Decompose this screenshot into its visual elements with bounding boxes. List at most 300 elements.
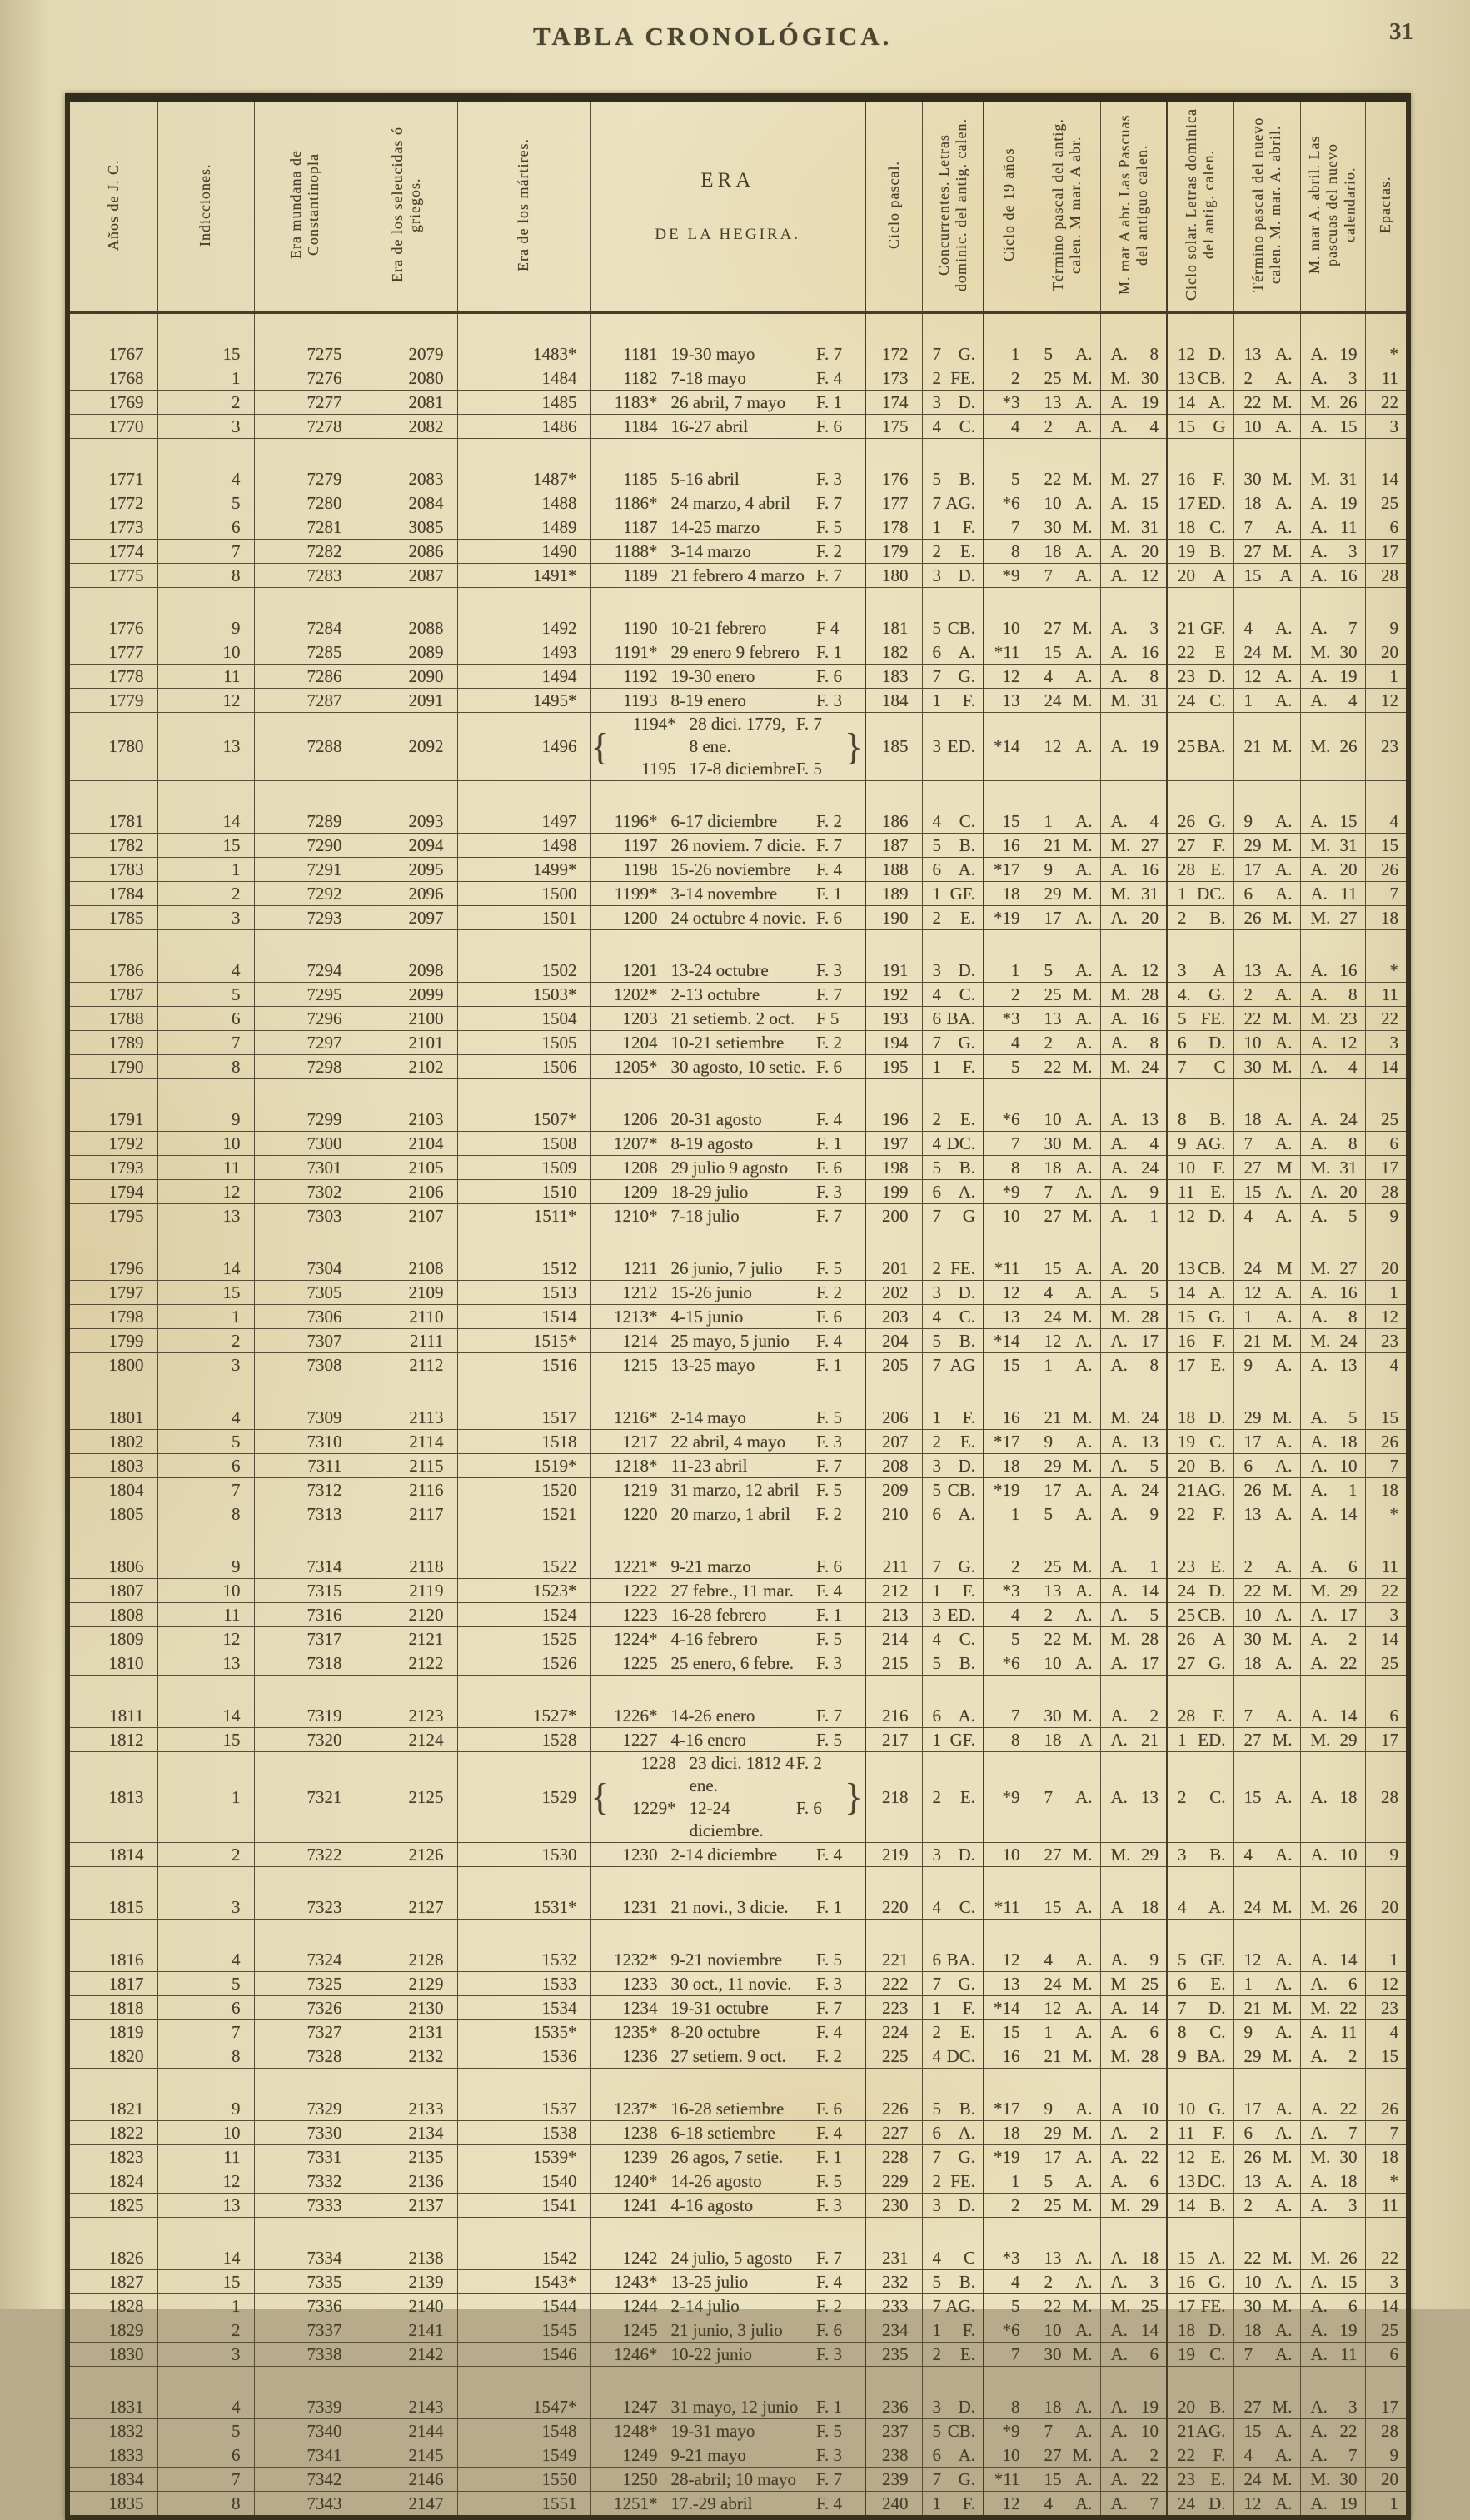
cell-concurrentes: 7 G. (922, 665, 984, 689)
cell-concurrentes: 7 G. (922, 1526, 984, 1579)
cell-era-seleucidas: 2139 (356, 2270, 457, 2294)
cell-termino-nuevo: 13 A. (1233, 2169, 1300, 2194)
cell-concurrentes: 7 G. (922, 313, 984, 366)
cell-epacta: * (1365, 313, 1408, 366)
cell-concurrentes: 6 A. (922, 1676, 984, 1728)
cell-pascua-nuevo: A. 19 (1300, 313, 1365, 366)
cell-era-martires: 1522 (457, 1526, 590, 1579)
cell-concurrentes: 2 E. (922, 540, 984, 564)
cell-concurrentes: 5 B. (922, 2069, 984, 2121)
cell-termino-nuevo: 29 M. (1233, 2044, 1300, 2069)
cell-concurrentes: 3 ED. (922, 713, 984, 781)
cell-ciclo-19: 12 (984, 2492, 1034, 2518)
cell-era-seleucidas: 2083 (356, 439, 457, 491)
cell-ciclo-19: 12 (984, 1920, 1034, 1972)
table-row (67, 834, 1408, 858)
cell-termino-antiguo: 7 A. (1034, 1752, 1100, 1843)
cell-era-martires: 1540 (457, 2169, 590, 2194)
cell-ciclo-solar: 5 GF. (1167, 1920, 1233, 1972)
cell-pascua-antiguo: A. 5 (1100, 1454, 1167, 1478)
cell-ciclo-pascal: 204 (865, 1329, 922, 1353)
cell-anos: 1787 (67, 983, 157, 1007)
cell-termino-nuevo: 30 M. (1233, 1055, 1300, 1079)
cell-pascua-antiguo: A. 13 (1100, 1079, 1167, 1132)
cell-ciclo-19: *3 (984, 391, 1034, 415)
cell-epacta: 25 (1365, 2318, 1408, 2343)
cell-termino-nuevo: 1 A. (1233, 1305, 1300, 1329)
cell-ciclo-19: *14 (984, 713, 1034, 781)
cell-termino-nuevo: 13 A. (1233, 1502, 1300, 1526)
cell-indiccion: 3 (157, 1353, 254, 1377)
cell-epacta: 12 (1365, 689, 1408, 713)
cell-termino-nuevo: 9 A. (1233, 781, 1300, 834)
cell-termino-antiguo: 7 A. (1034, 564, 1100, 588)
cell-epacta: 22 (1365, 1579, 1408, 1603)
cell-hegira: 1191* 29 enero 9 febrero F. 1 (590, 640, 865, 665)
cell-indiccion: 2 (157, 2318, 254, 2343)
cell-era-seleucidas: 2091 (356, 689, 457, 713)
cell-hegira: { 1228 23 dici. 1812 4 ene. F. 2 1229* 12-24 diciembre. F. 6 } (590, 1752, 865, 1843)
cell-hegira: 1190 10-21 febrero F 4 (590, 588, 865, 640)
cell-pascua-nuevo: A. 20 (1300, 858, 1365, 882)
cell-indiccion: 7 (157, 1031, 254, 1055)
cell-ciclo-solar: 16 G. (1167, 2270, 1233, 2294)
cell-epacta: 6 (1365, 1676, 1408, 1728)
cell-ciclo-19: *9 (984, 1180, 1034, 1204)
cell-pascua-antiguo: A. 1 (1100, 1526, 1167, 1579)
cell-era-martires: 1543* (457, 2270, 590, 2294)
table-row (67, 1676, 1408, 1728)
cell-ciclo-pascal: 176 (865, 439, 922, 491)
cell-era-martires: 1487* (457, 439, 590, 491)
cell-pascua-nuevo: A. 2 (1300, 2044, 1365, 2069)
cell-epacta: 6 (1365, 515, 1408, 540)
cell-pascua-nuevo: M. 26 (1300, 391, 1365, 415)
cell-termino-nuevo: 27 M. (1233, 2367, 1300, 2419)
cell-anos: 1833 (67, 2443, 157, 2468)
cell-hegira: 1249 9-21 mayo F. 3 (590, 2443, 865, 2468)
cell-era-constantinopla: 7283 (254, 564, 356, 588)
cell-era-constantinopla: 7286 (254, 665, 356, 689)
cell-concurrentes: 3 D. (922, 391, 984, 415)
cell-era-constantinopla: 7340 (254, 2419, 356, 2443)
cell-indiccion: 6 (157, 1996, 254, 2020)
cell-era-constantinopla: 7329 (254, 2069, 356, 2121)
cell-hegira: 1217 22 abril, 4 mayo F. 3 (590, 1430, 865, 1454)
cell-concurrentes: 4 DC. (922, 2044, 984, 2069)
cell-era-constantinopla: 7331 (254, 2145, 356, 2169)
cell-ciclo-solar: 22 F. (1167, 1502, 1233, 1526)
table-row (67, 564, 1408, 588)
cell-termino-antiguo: 22 M. (1034, 1627, 1100, 1651)
cell-ciclo-pascal: 235 (865, 2343, 922, 2367)
cell-era-martires: 1511* (457, 1204, 590, 1228)
cell-termino-nuevo: 22 M. (1233, 2218, 1300, 2270)
cell-ciclo-19: 12 (984, 1281, 1034, 1305)
cell-epacta: 12 (1365, 1305, 1408, 1329)
cell-ciclo-solar: 17 ED. (1167, 491, 1233, 515)
cell-pascua-antiguo: A. 14 (1100, 2318, 1167, 2343)
table-row (67, 1478, 1408, 1502)
cell-era-constantinopla: 7322 (254, 1843, 356, 1867)
cell-pascua-nuevo: A. 15 (1300, 781, 1365, 834)
cell-era-martires: 1520 (457, 1478, 590, 1502)
cell-termino-antiguo: 15 A. (1034, 1867, 1100, 1920)
cell-concurrentes: 1 F. (922, 689, 984, 713)
cell-pascua-nuevo: M. 29 (1300, 1728, 1365, 1752)
table-row (67, 1526, 1408, 1579)
cell-ciclo-solar: 21 GF. (1167, 588, 1233, 640)
cell-ciclo-solar: 23 E. (1167, 2468, 1233, 2492)
cell-indiccion: 15 (157, 2270, 254, 2294)
cell-indiccion: 6 (157, 2443, 254, 2468)
cell-epacta: 23 (1365, 713, 1408, 781)
cell-hegira: 1199* 3-14 novembre F. 1 (590, 882, 865, 906)
cell-concurrentes: 3 D. (922, 564, 984, 588)
chronology-table (65, 93, 1411, 2520)
cell-era-constantinopla: 7335 (254, 2270, 356, 2294)
cell-pascua-nuevo: A. 17 (1300, 1603, 1365, 1627)
cell-ciclo-pascal: 219 (865, 1843, 922, 1867)
cell-pascua-nuevo: A. 7 (1300, 2443, 1365, 2468)
cell-ciclo-pascal: 211 (865, 1526, 922, 1579)
cell-era-seleucidas: 2090 (356, 665, 457, 689)
cell-era-martires: 1502 (457, 930, 590, 983)
cell-termino-nuevo: 6 A. (1233, 2121, 1300, 2145)
cell-era-constantinopla: 7303 (254, 1204, 356, 1228)
cell-era-seleucidas: 2100 (356, 1007, 457, 1031)
cell-era-martires: 1528 (457, 1728, 590, 1752)
cell-termino-nuevo: 15 A. (1233, 1752, 1300, 1843)
cell-ciclo-19: 1 (984, 2169, 1034, 2194)
cell-termino-antiguo: 22 M. (1034, 1055, 1100, 1079)
cell-pascua-nuevo: A. 4 (1300, 689, 1365, 713)
cell-era-seleucidas: 2120 (356, 1603, 457, 1627)
cell-era-constantinopla: 7296 (254, 1007, 356, 1031)
cell-ciclo-pascal: 240 (865, 2492, 922, 2518)
cell-indiccion: 6 (157, 515, 254, 540)
cell-hegira: 1237* 16-28 setiembre F. 6 (590, 2069, 865, 2121)
cell-termino-antiguo: 30 M. (1034, 1676, 1100, 1728)
cell-era-constantinopla: 7337 (254, 2318, 356, 2343)
cell-anos: 1772 (67, 491, 157, 515)
cell-concurrentes: 3 ED. (922, 1603, 984, 1627)
cell-ciclo-solar: 21 AG. (1167, 2419, 1233, 2443)
cell-ciclo-19: 15 (984, 1353, 1034, 1377)
cell-era-martires: 1509 (457, 1156, 590, 1180)
table-row (67, 491, 1408, 515)
table-row (67, 1579, 1408, 1603)
cell-ciclo-19: 2 (984, 366, 1034, 391)
cell-concurrentes: 3 D. (922, 1281, 984, 1305)
cell-epacta: 14 (1365, 1627, 1408, 1651)
cell-epacta: 25 (1365, 1079, 1408, 1132)
cell-termino-antiguo: 5 A. (1034, 1502, 1100, 1526)
table-row (67, 1156, 1408, 1180)
cell-ciclo-pascal: 200 (865, 1204, 922, 1228)
col-header-indicciones (157, 97, 254, 313)
cell-termino-antiguo: 5 A. (1034, 2169, 1100, 2194)
cell-concurrentes: 4 C. (922, 983, 984, 1007)
cell-termino-nuevo: 12 A. (1233, 1920, 1300, 1972)
cell-era-constantinopla: 7317 (254, 1627, 356, 1651)
cell-pascua-antiguo: M. 28 (1100, 1305, 1167, 1329)
cell-ciclo-solar: 13 CB. (1167, 1228, 1233, 1281)
cell-era-seleucidas: 2134 (356, 2121, 457, 2145)
cell-era-martires: 1514 (457, 1305, 590, 1329)
cell-pascua-nuevo: A. 7 (1300, 2121, 1365, 2145)
cell-pascua-nuevo: A. 3 (1300, 540, 1365, 564)
table-row (67, 1627, 1408, 1651)
cell-ciclo-pascal: 233 (865, 2294, 922, 2318)
cell-era-constantinopla: 7342 (254, 2468, 356, 2492)
cell-pascua-antiguo: A. 2 (1100, 2121, 1167, 2145)
table-row (67, 781, 1408, 834)
cell-ciclo-19: *17 (984, 1430, 1034, 1454)
cell-ciclo-solar: 25 CB. (1167, 1603, 1233, 1627)
cell-pascua-nuevo: M. 24 (1300, 1329, 1365, 1353)
cell-ciclo-pascal: 222 (865, 1972, 922, 1996)
cell-era-seleucidas: 2141 (356, 2318, 457, 2343)
cell-termino-nuevo: 24 M (1233, 1228, 1300, 1281)
cell-pascua-antiguo: M. 30 (1100, 366, 1167, 391)
cell-pascua-nuevo: A. 11 (1300, 515, 1365, 540)
cell-era-seleucidas: 2095 (356, 858, 457, 882)
cell-era-martires: 1493 (457, 640, 590, 665)
cell-pascua-antiguo: A. 5 (1100, 1603, 1167, 1627)
cell-hegira: 1185 5-16 abril F. 3 (590, 439, 865, 491)
cell-era-constantinopla: 7336 (254, 2294, 356, 2318)
cell-indiccion: 1 (157, 1752, 254, 1843)
cell-indiccion: 10 (157, 1132, 254, 1156)
cell-indiccion: 8 (157, 1055, 254, 1079)
cell-indiccion: 10 (157, 640, 254, 665)
cell-anos: 1816 (67, 1920, 157, 1972)
cell-ciclo-solar: 22 E (1167, 640, 1233, 665)
cell-era-martires: 1519* (457, 1454, 590, 1478)
cell-pascua-antiguo: A. 19 (1100, 713, 1167, 781)
cell-concurrentes: 7 G. (922, 2468, 984, 2492)
cell-termino-nuevo: 13 A. (1233, 313, 1300, 366)
cell-ciclo-pascal: 178 (865, 515, 922, 540)
cell-concurrentes: 7 G (922, 1204, 984, 1228)
cell-termino-antiguo: 2 A. (1034, 1031, 1100, 1055)
table-row (67, 1972, 1408, 1996)
cell-ciclo-solar: 12 E. (1167, 2145, 1233, 2169)
cell-era-martires: 1529 (457, 1752, 590, 1843)
cell-termino-antiguo: 13 A. (1034, 2218, 1100, 2270)
table-row (67, 665, 1408, 689)
cell-indiccion: 1 (157, 366, 254, 391)
cell-indiccion: 5 (157, 1972, 254, 1996)
cell-epacta: 17 (1365, 2367, 1408, 2419)
cell-era-seleucidas: 2131 (356, 2020, 457, 2044)
cell-termino-antiguo: 10 A. (1034, 491, 1100, 515)
cell-era-seleucidas: 2097 (356, 906, 457, 930)
cell-hegira: 1188* 3-14 marzo F. 2 (590, 540, 865, 564)
col-header-era-constantinopla-label: Era mundana de Constantinopla (287, 150, 321, 259)
cell-ciclo-solar: 14 A. (1167, 391, 1233, 415)
cell-epacta: 9 (1365, 1843, 1408, 1867)
cell-epacta: 1 (1365, 665, 1408, 689)
cell-hegira: 1189 21 febrero 4 marzo F. 7 (590, 564, 865, 588)
cell-indiccion: 9 (157, 1526, 254, 1579)
cell-pascua-antiguo: A. 13 (1100, 1752, 1167, 1843)
cell-pascua-nuevo: M. 27 (1300, 1228, 1365, 1281)
col-header-hegira-line1: ERA (700, 169, 755, 192)
cell-era-constantinopla: 7301 (254, 1156, 356, 1180)
cell-epacta: 28 (1365, 2419, 1408, 2443)
cell-era-martires: 1484 (457, 366, 590, 391)
cell-pascua-nuevo: A. 22 (1300, 2419, 1365, 2443)
cell-ciclo-19: *19 (984, 2145, 1034, 2169)
cell-ciclo-pascal: 199 (865, 1180, 922, 1204)
cell-ciclo-solar: 1 DC. (1167, 882, 1233, 906)
cell-termino-antiguo: 7 A. (1034, 2419, 1100, 2443)
cell-epacta: 28 (1365, 564, 1408, 588)
cell-pascua-nuevo: A. 11 (1300, 882, 1365, 906)
cell-termino-nuevo: 18 A. (1233, 2318, 1300, 2343)
cell-epacta: 22 (1365, 1007, 1408, 1031)
cell-termino-antiguo: 22 M. (1034, 2294, 1100, 2318)
cell-indiccion: 13 (157, 2194, 254, 2218)
cell-termino-nuevo: 27 M. (1233, 1728, 1300, 1752)
cell-anos: 1822 (67, 2121, 157, 2145)
cell-ciclo-pascal: 197 (865, 1132, 922, 1156)
table-row (67, 2020, 1408, 2044)
cell-era-constantinopla: 7328 (254, 2044, 356, 2069)
cell-termino-nuevo: 22 M. (1233, 391, 1300, 415)
cell-era-martires: 1531* (457, 1867, 590, 1920)
cell-termino-nuevo: 13 A. (1233, 930, 1300, 983)
cell-hegira: 1196* 6-17 diciembre F. 2 (590, 781, 865, 834)
cell-epacta: 22 (1365, 2218, 1408, 2270)
cell-termino-antiguo: 27 M. (1034, 588, 1100, 640)
cell-era-seleucidas: 2137 (356, 2194, 457, 2218)
cell-termino-nuevo: 18 A. (1233, 1079, 1300, 1132)
cell-hegira: 1240* 14-26 agosto F. 5 (590, 2169, 865, 2194)
cell-era-seleucidas: 2115 (356, 1454, 457, 1478)
table-row (67, 2270, 1408, 2294)
cell-indiccion: 1 (157, 858, 254, 882)
cell-era-seleucidas: 2116 (356, 1478, 457, 1502)
cell-epacta: 1 (1365, 1920, 1408, 1972)
cell-era-constantinopla: 7288 (254, 713, 356, 781)
cell-pascua-nuevo: A. 6 (1300, 1972, 1365, 1996)
cell-epacta: 23 (1365, 1329, 1408, 1353)
cell-ciclo-19: 1 (984, 1502, 1034, 1526)
cell-era-seleucidas: 2133 (356, 2069, 457, 2121)
cell-era-martires: 1525 (457, 1627, 590, 1651)
cell-ciclo-solar: 9 BA. (1167, 2044, 1233, 2069)
cell-pascua-antiguo: A. 8 (1100, 1031, 1167, 1055)
cell-era-constantinopla: 7312 (254, 1478, 356, 1502)
cell-hegira: 1236 27 setiem. 9 oct. F. 2 (590, 2044, 865, 2069)
cell-era-constantinopla: 7343 (254, 2492, 356, 2518)
cell-pascua-antiguo: A. 6 (1100, 2343, 1167, 2367)
cell-pascua-nuevo: A. 8 (1300, 1132, 1365, 1156)
cell-era-martires: 1530 (457, 1843, 590, 1867)
cell-anos: 1791 (67, 1079, 157, 1132)
cell-termino-nuevo: 26 M. (1233, 1478, 1300, 1502)
cell-hegira: 1230 2-14 diciembre F. 4 (590, 1843, 865, 1867)
cell-ciclo-19: 1 (984, 313, 1034, 366)
cell-era-constantinopla: 7341 (254, 2443, 356, 2468)
cell-concurrentes: 2 E. (922, 2343, 984, 2367)
cell-era-seleucidas: 2125 (356, 1752, 457, 1843)
cell-termino-nuevo: 22 M. (1233, 1579, 1300, 1603)
cell-anos: 1796 (67, 1228, 157, 1281)
cell-hegira: 1184 16-27 abril F. 6 (590, 415, 865, 439)
cell-concurrentes: 1 F. (922, 1579, 984, 1603)
cell-era-constantinopla: 7330 (254, 2121, 356, 2145)
cell-anos: 1781 (67, 781, 157, 834)
cell-anos: 1824 (67, 2169, 157, 2194)
cell-indiccion: 10 (157, 2121, 254, 2145)
cell-ciclo-solar: 23 D. (1167, 665, 1233, 689)
cell-hegira: 1182 7-18 mayo F. 4 (590, 366, 865, 391)
cell-hegira: 1207* 8-19 agosto F. 1 (590, 1132, 865, 1156)
cell-ciclo-pascal: 186 (865, 781, 922, 834)
cell-ciclo-pascal: 237 (865, 2419, 922, 2443)
cell-pascua-nuevo: A. 8 (1300, 1305, 1365, 1329)
cell-hegira: 1208 29 julio 9 agosto F. 6 (590, 1156, 865, 1180)
cell-ciclo-solar: 11 E. (1167, 1180, 1233, 1204)
cell-ciclo-19: 1 (984, 930, 1034, 983)
cell-hegira: { 1194* 28 dici. 1779, 8 ene. F. 7 1195 17-8 diciembre F. 5 } (590, 713, 865, 781)
cell-pascua-nuevo: A. 6 (1300, 2294, 1365, 2318)
cell-ciclo-pascal: 196 (865, 1079, 922, 1132)
cell-era-constantinopla: 7297 (254, 1031, 356, 1055)
cell-pascua-antiguo: A. 18 (1100, 2218, 1167, 2270)
cell-epacta: 25 (1365, 1651, 1408, 1676)
cell-ciclo-solar: 11 F. (1167, 2121, 1233, 2145)
cell-era-martires: 1506 (457, 1055, 590, 1079)
cell-pascua-nuevo: M. 30 (1300, 2145, 1365, 2169)
cell-termino-nuevo: 12 A. (1233, 665, 1300, 689)
cell-pascua-antiguo: A. 2 (1100, 1676, 1167, 1728)
cell-ciclo-solar: 7 C (1167, 1055, 1233, 1079)
cell-pascua-antiguo: A. 19 (1100, 391, 1167, 415)
cell-ciclo-19: 7 (984, 1676, 1034, 1728)
cell-ciclo-solar: 6 D. (1167, 1031, 1233, 1055)
cell-pascua-antiguo: A. 8 (1100, 665, 1167, 689)
cell-ciclo-pascal: 239 (865, 2468, 922, 2492)
cell-era-constantinopla: 7300 (254, 1132, 356, 1156)
col-header-anos (67, 97, 157, 313)
table-row (67, 1843, 1408, 1867)
cell-ciclo-solar: 2 B. (1167, 906, 1233, 930)
cell-hegira: 1234 19-31 octubre F. 7 (590, 1996, 865, 2020)
cell-era-seleucidas: 2117 (356, 1502, 457, 1526)
cell-ciclo-pascal: 188 (865, 858, 922, 882)
cell-epacta: 26 (1365, 2069, 1408, 2121)
cell-pascua-antiguo: A. 2 (1100, 2443, 1167, 2468)
cell-anos: 1811 (67, 1676, 157, 1728)
cell-epacta: 18 (1365, 906, 1408, 930)
cell-hegira: 1193 8-19 enero F. 3 (590, 689, 865, 713)
cell-anos: 1797 (67, 1281, 157, 1305)
cell-pascua-nuevo: A. 16 (1300, 564, 1365, 588)
col-header-ciclo-pascal (865, 97, 922, 313)
cell-era-martires: 1516 (457, 1353, 590, 1377)
cell-ciclo-pascal: 230 (865, 2194, 922, 2218)
cell-epacta: * (1365, 2169, 1408, 2194)
cell-pascua-nuevo: A. 14 (1300, 1920, 1365, 1972)
cell-pascua-antiguo: A. 13 (1100, 1430, 1167, 1454)
cell-termino-nuevo: 12 A. (1233, 1281, 1300, 1305)
cell-ciclo-19: *3 (984, 2218, 1034, 2270)
